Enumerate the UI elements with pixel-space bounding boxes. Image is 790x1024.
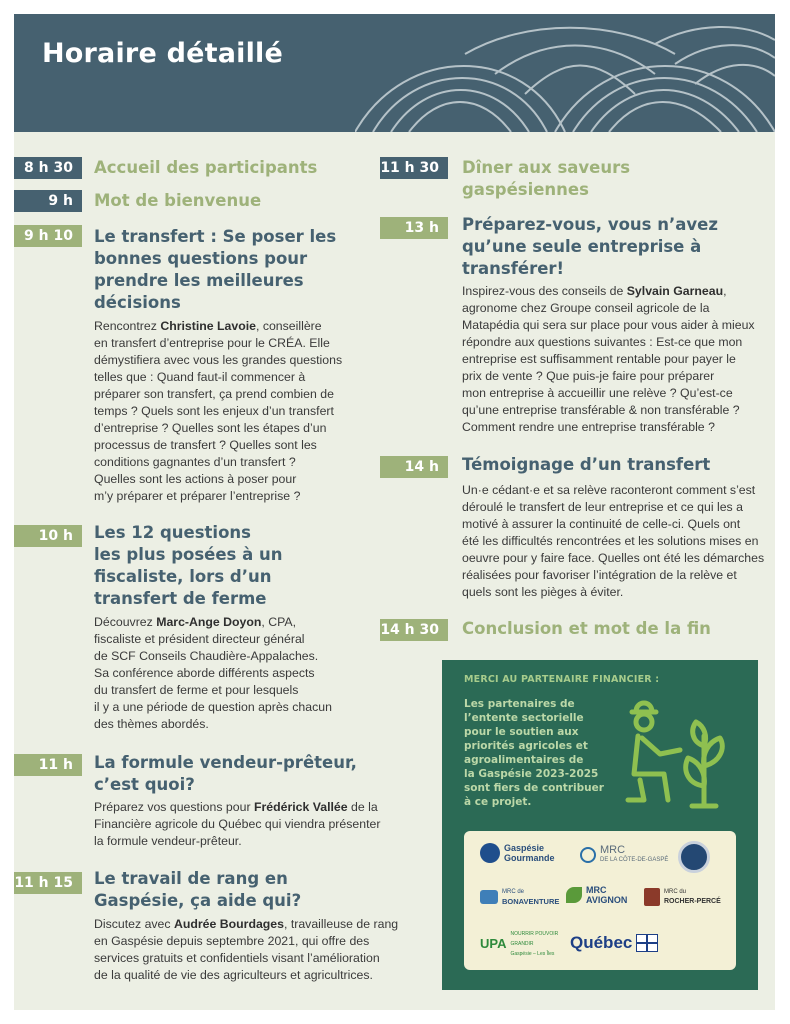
- session-title: La formule vendeur-prêteur, c’est quoi?: [94, 753, 357, 794]
- mrc-rocher-perce-logo: MRC du ROCHER-PERCÉ: [644, 887, 721, 907]
- time-badge: 14 h 30: [380, 619, 448, 641]
- speaker-name: Sylvain Garneau: [626, 284, 724, 298]
- speaker-name: Christine Lavoie: [160, 319, 256, 333]
- time-badge: 13 h: [380, 217, 448, 239]
- mrc-avignon-logo: MRC AVIGNON: [566, 885, 627, 905]
- time-badge: 14 h: [380, 456, 448, 478]
- session-title: Témoignage d’un transfert: [462, 455, 711, 474]
- partner-logos: [464, 831, 736, 970]
- session-description: Un·e cédant·e et sa relève raconteront comment s’est déroulé le transfert de leur entreprise et ce qui les a motivé à assurer la continuité de celle-ci. Quels ont été les difficultés rencontrées et les solutions mises en oeuvre pour y faire face. Quelles ont été les démarches réalisées pour favoriser l’intégration de la relève et quels sont les pièges à éviter.: [462, 483, 765, 599]
- speaker-name: Marc-Ange Doyon: [156, 615, 262, 629]
- upa-logo: UPA NOURRIR POUVOIR GRANDIR Gaspésie – Les Îles: [480, 931, 559, 957]
- session-title: Accueil des participants: [94, 158, 318, 177]
- time-badge: 10 h: [14, 525, 82, 547]
- round-seal-logo: [678, 841, 710, 873]
- session-title: Mot de bienvenue: [94, 191, 262, 210]
- session-description: Inspirez-vous des conseils de Sylvain Garneau, agronome chez Groupe conseil agricole de la Matapédia qui sera sur place pour vous aider à mieux répondre aux questions suivantes : Est-ce que mon entreprise est suffisamment rentable pour payer le prix de vente ? Que puis-je faire pour préparer mon entreprise à accueillir une relève ? Qu’est-ce qu’une entreprise transférable & non transférable ? Comment rendre une entreprise transférable ?: [462, 284, 755, 434]
- time-badge: 9 h 10: [14, 225, 82, 247]
- session-description: Découvrez Marc-Ange Doyon, CPA, fiscaliste et président directeur général de SCF Conseils Chaudière-Appalaches. Sa conférence aborde différents aspects du transfert de ferme et pour lesquels il y a une période de question après chacun des thèmes abordés.: [94, 615, 332, 731]
- speaker-name: Audrée Bourdages: [173, 917, 284, 931]
- page-title: Horaire détaillé: [42, 38, 284, 69]
- session-title: Préparez-vous, vous n’avez qu’une seule entreprise à transférer!: [462, 215, 718, 278]
- gaspesie-logo-icon: [480, 843, 500, 863]
- mrc-cote-gaspe-logo: MRC DE LA CÔTE-DE-GASPÉ: [580, 845, 668, 865]
- gaspesie-gourmande-logo: Gaspésie Gourmande: [480, 843, 555, 863]
- schedule-page: [14, 14, 775, 1010]
- mrc-logo-icon: [580, 847, 596, 863]
- speaker-name: Frédérick Vallée: [253, 800, 348, 814]
- partner-text: Les partenaires de l’entente sectorielle pour le soutien aux priorités agricoles et agroalimentaires de la Gaspésie 2023-2025 sont fiers de contribuer à ce projet.: [464, 698, 604, 808]
- quebec-flag-icon: [636, 934, 658, 952]
- quebec-logo: Québec: [570, 933, 658, 953]
- time-badge: 11 h: [14, 754, 82, 776]
- partner-box: [442, 660, 758, 990]
- time-badge: 8 h 30: [14, 157, 82, 179]
- session-title: Le travail de rang en Gaspésie, ça aide qui?: [94, 869, 302, 910]
- mrc-bonaventure-logo: MRC de BONAVENTURE: [480, 887, 559, 907]
- rocher-perce-icon: [644, 888, 660, 906]
- session-title: Le transfert : Se poser les bonnes questions pour prendre les meilleures décisions: [94, 227, 337, 312]
- avignon-icon: [566, 887, 582, 903]
- time-badge: 11 h 15: [14, 872, 82, 894]
- session-title: Conclusion et mot de la fin: [462, 619, 711, 638]
- partner-heading: MERCI AU PARTENAIRE FINANCIER :: [464, 674, 660, 685]
- wave-decoration: [355, 14, 775, 132]
- session-description: Préparez vos questions pour Frédérick Vallée de la Financière agricole du Québec qui viendra présenter la formule vendeur-prêteur.: [94, 800, 381, 848]
- session-description: Discutez avec Audrée Bourdages, travailleuse de rang en Gaspésie depuis septembre 2021, qui offre des services gratuits et confidentiels visant l’amélioration de la qualité de vie des agriculteurs et agricultrices.: [94, 917, 399, 982]
- bonaventure-icon: [480, 890, 498, 904]
- time-badge: 9 h: [14, 190, 82, 212]
- farmer-icon: [608, 696, 738, 816]
- session-title: Dîner aux saveurs gaspésiennes: [462, 158, 631, 199]
- time-badge: 11 h 30: [380, 157, 448, 179]
- session-description: Rencontrez Christine Lavoie, conseillère en transfert d’entreprise pour le CRÉA. Elle démystifiera avec vous les grandes questions telles que : Quand faut-il commencer à préparer son transfert, ça prend combien de temps ? Quels sont les enjeux d’un transfert d’entreprise ? Quelles sont les étapes d’un processus de transfert ? Quelles sont les conditions gagnantes d’un transfert ? Quelles sont les actions à poser pour m’y préparer et préparer l’entreprise ?: [94, 319, 343, 503]
- header-banner: [14, 14, 775, 132]
- session-title: Les 12 questions les plus posées à un fiscaliste, lors d’un transfert de ferme: [94, 523, 283, 608]
- seal-icon: [678, 841, 710, 873]
